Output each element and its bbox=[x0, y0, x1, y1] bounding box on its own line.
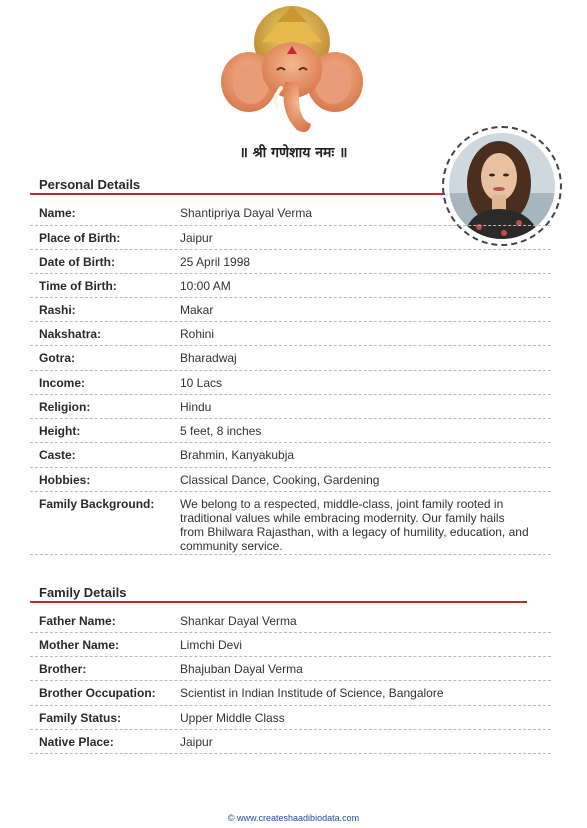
detail-value: Brahmin, Kanyakubja bbox=[180, 448, 295, 462]
detail-row bbox=[30, 250, 551, 274]
detail-value: Scientist in Indian Institude of Science, Bangalore bbox=[180, 686, 444, 700]
detail-value: Shankar Dayal Verma bbox=[180, 614, 297, 628]
detail-value: Upper Middle Class bbox=[180, 711, 285, 725]
section-divider-personal bbox=[30, 193, 445, 195]
detail-row bbox=[30, 274, 551, 298]
detail-label: Religion: bbox=[39, 400, 91, 414]
detail-value: Jaipur bbox=[180, 231, 213, 245]
detail-row bbox=[30, 681, 551, 706]
family-details-list bbox=[30, 609, 551, 754]
detail-row bbox=[30, 730, 551, 754]
detail-value: 5 feet, 8 inches bbox=[180, 424, 262, 438]
detail-row bbox=[30, 492, 551, 555]
detail-label: Name: bbox=[39, 206, 76, 220]
detail-row bbox=[30, 633, 551, 657]
detail-label: Father Name: bbox=[39, 614, 116, 628]
detail-value: We belong to a respected, middle-class, joint family rooted in traditional values while embracing modernity. Our family hails from Bhilwara Rajasthan, with a legacy of humility, education, and community service. bbox=[180, 497, 529, 553]
detail-value: Shantipriya Dayal Verma bbox=[180, 206, 313, 220]
detail-value: Bhajuban Dayal Verma bbox=[180, 662, 303, 676]
detail-label: Brother: bbox=[39, 662, 87, 676]
detail-row bbox=[30, 443, 551, 468]
detail-label: Mother Name: bbox=[39, 638, 120, 652]
detail-row bbox=[30, 419, 551, 443]
detail-value: 10 Lacs bbox=[180, 376, 223, 390]
mantra-heading: ॥ श्री गणेशाय नमः ॥ bbox=[239, 145, 348, 161]
detail-label: Height: bbox=[39, 424, 81, 438]
section-title-personal: Personal Details bbox=[39, 177, 141, 192]
detail-value: Hindu bbox=[180, 400, 212, 414]
detail-label: Date of Birth: bbox=[39, 255, 115, 269]
section-title-family: Family Details bbox=[39, 585, 127, 600]
detail-row bbox=[30, 201, 551, 226]
detail-label: Native Place: bbox=[39, 735, 114, 749]
detail-label: Caste: bbox=[39, 448, 76, 462]
detail-label: Income: bbox=[39, 376, 86, 390]
detail-row bbox=[30, 322, 551, 346]
detail-label: Family Status: bbox=[39, 711, 122, 725]
detail-value: Limchi Devi bbox=[180, 638, 243, 652]
detail-value: 10:00 AM bbox=[180, 279, 231, 293]
detail-value: Rohini bbox=[180, 327, 215, 341]
detail-value: Jaipur bbox=[180, 735, 213, 749]
detail-row bbox=[30, 609, 551, 633]
detail-label: Gotra: bbox=[39, 351, 75, 365]
detail-label: Family Background: bbox=[39, 497, 155, 511]
detail-value: Classical Dance, Cooking, Gardening bbox=[180, 473, 380, 487]
detail-row bbox=[30, 657, 551, 681]
detail-row bbox=[30, 395, 551, 419]
detail-row bbox=[30, 346, 551, 371]
detail-label: Brother Occupation: bbox=[39, 686, 156, 700]
detail-label: Nakshatra: bbox=[39, 327, 102, 341]
section-divider-family bbox=[30, 601, 527, 603]
ganesha-icon bbox=[217, 2, 367, 142]
detail-row bbox=[30, 371, 551, 395]
detail-value: Bharadwaj bbox=[180, 351, 237, 365]
detail-value: Makar bbox=[180, 303, 214, 317]
detail-row bbox=[30, 226, 551, 250]
detail-label: Rashi: bbox=[39, 303, 76, 317]
detail-value: 25 April 1998 bbox=[180, 255, 251, 269]
detail-label: Hobbies: bbox=[39, 473, 91, 487]
detail-row bbox=[30, 706, 551, 730]
footer-link[interactable]: © www.createshaadibiodata.com bbox=[227, 813, 360, 823]
detail-row bbox=[30, 468, 551, 492]
detail-row bbox=[30, 298, 551, 322]
detail-label: Time of Birth: bbox=[39, 279, 117, 293]
detail-label: Place of Birth: bbox=[39, 231, 121, 245]
personal-details-list bbox=[30, 201, 551, 555]
